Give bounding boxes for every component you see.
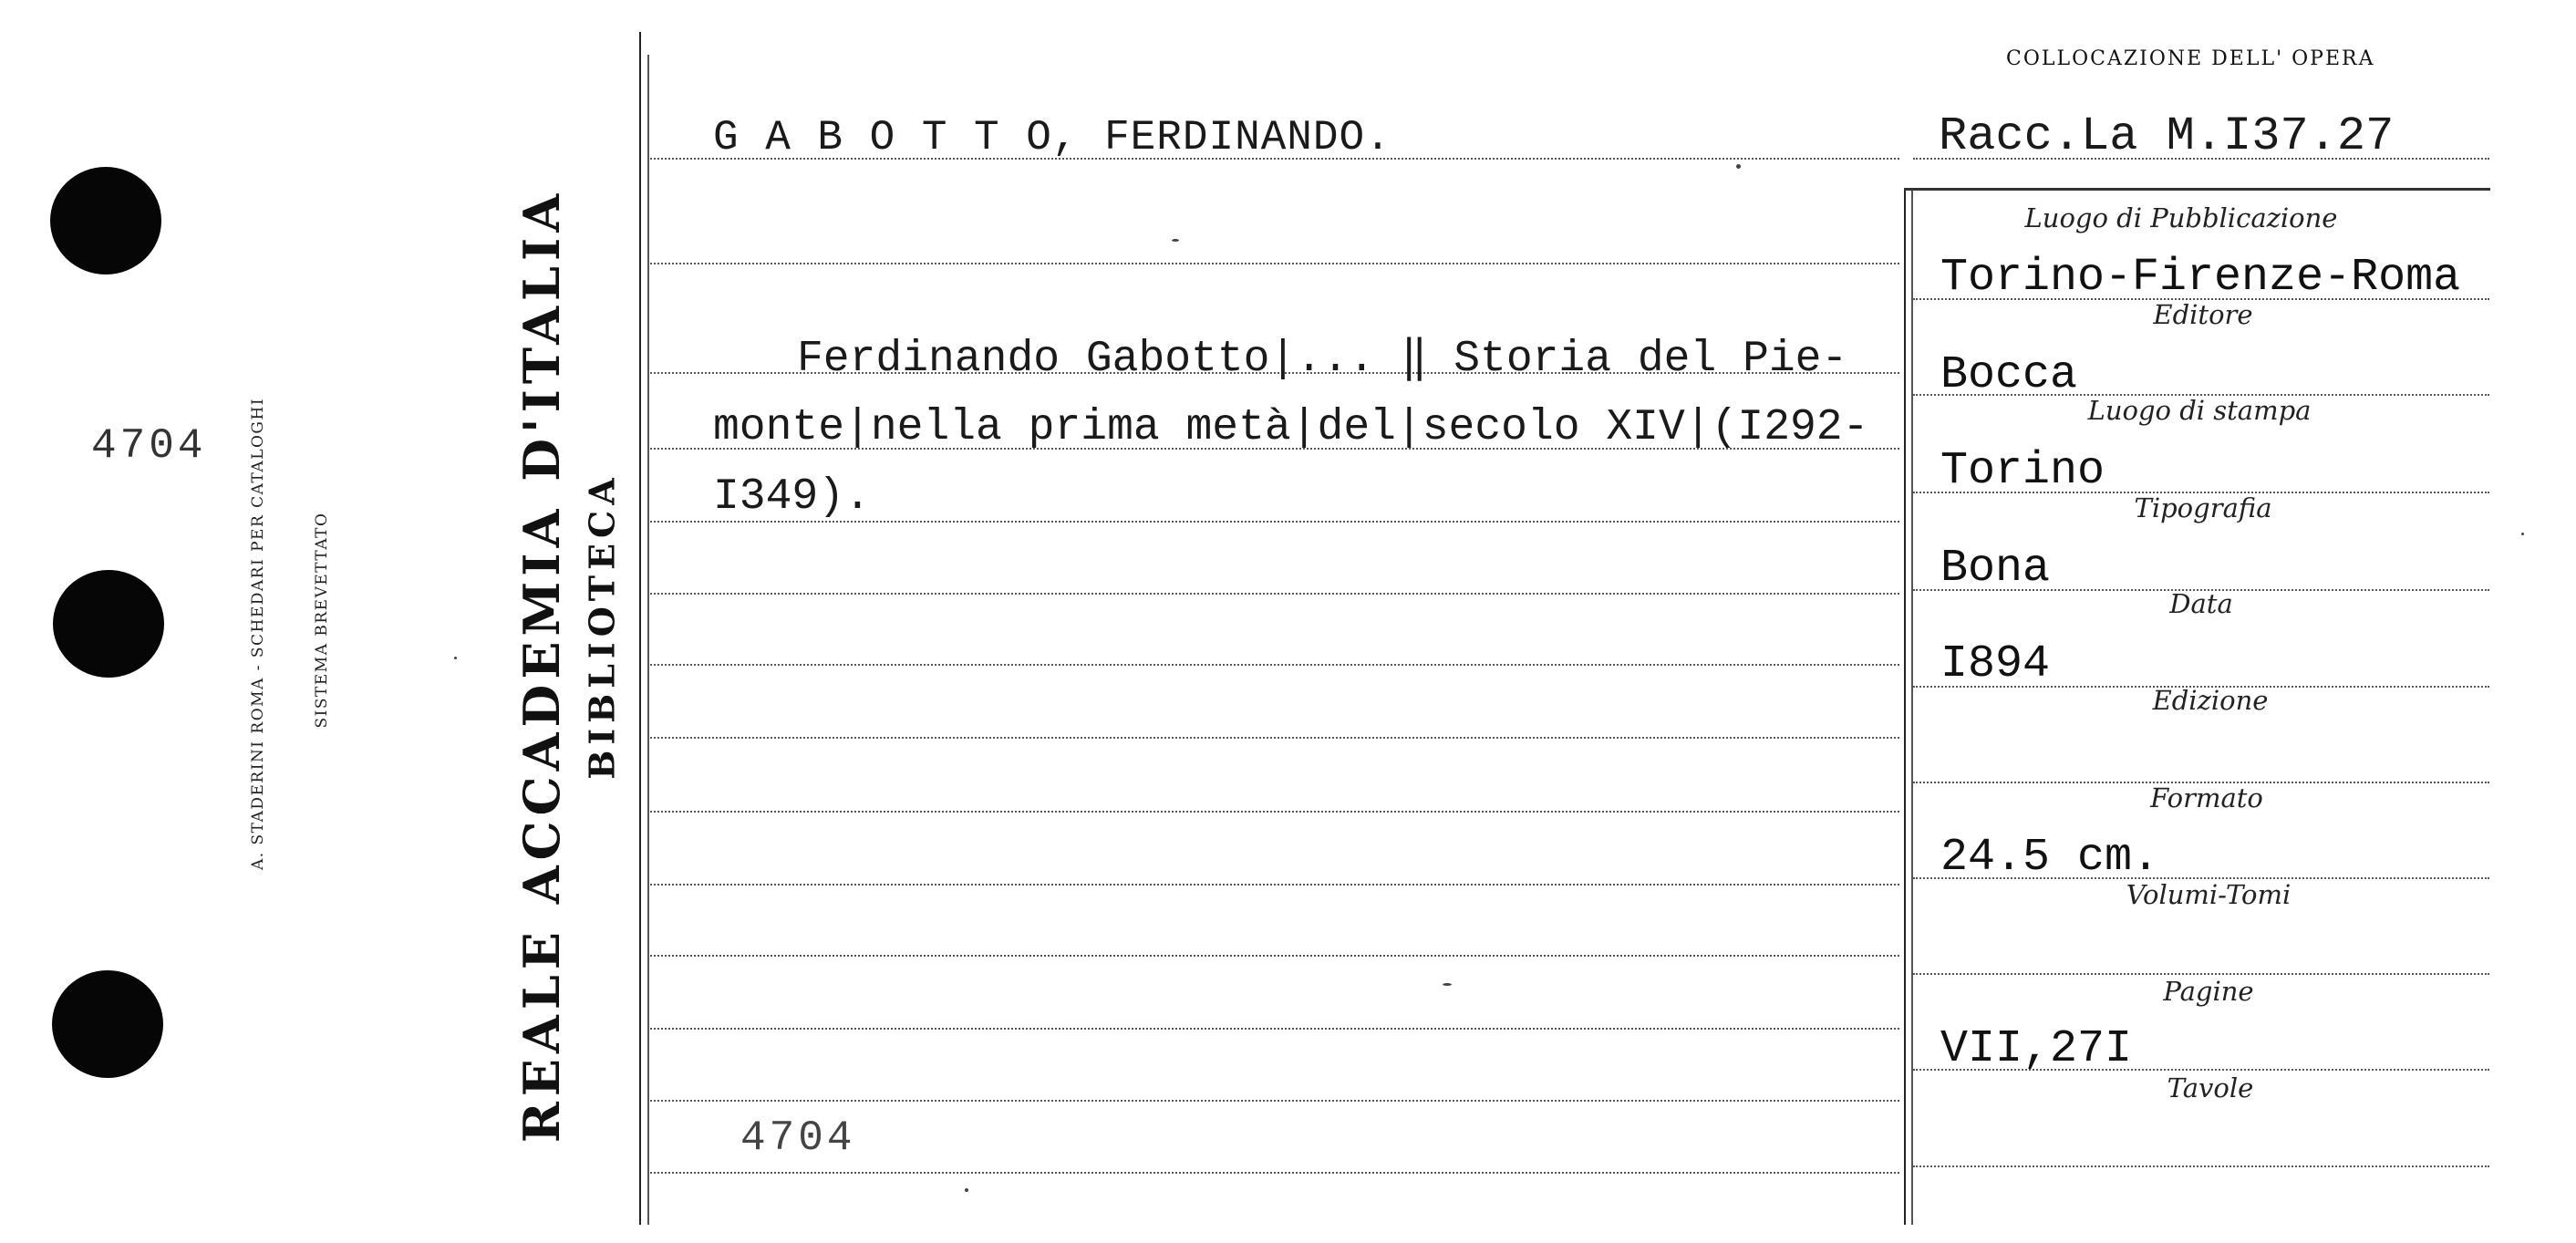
frame-left-line	[639, 32, 641, 1225]
ruled-line	[650, 1100, 1899, 1102]
ruled-line	[650, 664, 1899, 666]
scan-speck	[2521, 533, 2524, 535]
description-line-1: Ferdinando Gabotto|... ‖ Storia del Pie-	[797, 335, 1848, 384]
scan-speck	[1443, 983, 1452, 986]
author-heading: G A B O T T O, FERDINANDO.	[713, 114, 1391, 161]
side-catalog-number: 4704	[91, 422, 207, 470]
column-divider	[1904, 190, 1906, 1225]
value-data: I894	[1940, 638, 2051, 690]
shelfmark: Racc.La M.I37.27	[1939, 109, 2395, 163]
ruled-line	[650, 955, 1899, 957]
ruled-line	[650, 811, 1899, 813]
label-edizione: Edizione	[2152, 685, 2269, 716]
label-data: Data	[2169, 588, 2233, 619]
label-tipografia: Tipografia	[2134, 492, 2272, 523]
punch-hole-top	[50, 167, 161, 274]
column-top-rule	[1904, 188, 2490, 191]
printer-imprint-line1: A. STADERINI ROMA - SCHEDARI PER CATALOGHI	[249, 397, 267, 871]
ruled-line	[650, 737, 1899, 739]
value-editore: Bocca	[1940, 349, 2078, 401]
field-line	[1913, 1165, 2489, 1167]
printer-imprint-line2: SISTEMA BREVETTATO	[313, 512, 331, 729]
label-tavole: Tavole	[2167, 1072, 2254, 1103]
label-volumi-tomi: Volumi-Tomi	[2126, 879, 2292, 910]
description-line-3: I349).	[713, 472, 871, 522]
scan-speck	[454, 657, 457, 659]
value-formato: 24.5 cm.	[1940, 832, 2160, 884]
value-tipografia: Bona	[1940, 543, 2051, 595]
label-editore: Editore	[2153, 299, 2253, 330]
label-formato: Formato	[2150, 782, 2263, 813]
scan-speck	[965, 1188, 968, 1192]
label-luogo-pubblicazione: Luogo di Pubblicazione	[2024, 202, 2338, 233]
library-label: BIBLIOTECA	[581, 472, 623, 780]
field-line	[1913, 973, 2489, 975]
scan-speck	[1736, 164, 1741, 169]
bottom-catalog-number: 4704	[740, 1114, 856, 1162]
label-pagine: Pagine	[2163, 976, 2254, 1007]
description-line-2: monte|nella prima metà|del|secolo XIV|(I292-	[713, 403, 1869, 452]
institution-name: REALE ACCADEMIA D'ITALIA	[512, 188, 571, 1144]
punch-hole-middle	[53, 570, 164, 678]
value-luogo-stampa: Torino	[1940, 445, 2105, 497]
label-luogo-stampa: Luogo di stampa	[2087, 395, 2312, 426]
frame-left-line-inner	[647, 55, 649, 1225]
scan-speck	[1172, 239, 1179, 242]
value-luogo-pubblicazione: Torino-Firenze-Roma	[1940, 252, 2461, 304]
value-pagine: VII,27I	[1940, 1023, 2133, 1075]
ruled-line	[650, 1172, 1899, 1174]
ruled-line	[650, 884, 1899, 886]
punch-hole-bottom	[52, 970, 163, 1078]
ruled-line	[650, 1028, 1899, 1030]
collocation-header: COLLOCAZIONE DELL' OPERA	[2006, 47, 2375, 70]
ruled-line	[650, 593, 1899, 595]
ruled-line	[650, 263, 1899, 264]
